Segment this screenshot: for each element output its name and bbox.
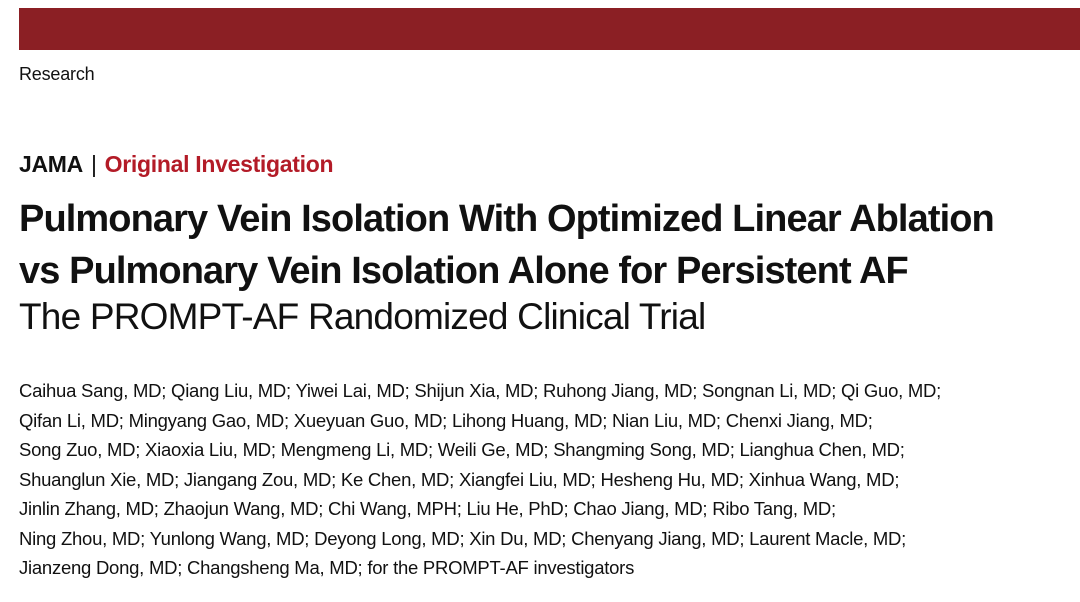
author-line: Jianzeng Dong, MD; Changsheng Ma, MD; for the PROMPT-AF investigators <box>19 557 635 578</box>
journal-name: JAMA <box>19 151 83 177</box>
author-list <box>19 376 1074 583</box>
author-line: Song Zuo, MD; Xiaoxia Liu, MD; Mengmeng Li, MD; Weili Ge, MD; Shangming Song, MD; Lianghua Chen, MD; <box>19 439 905 460</box>
author-line: Jinlin Zhang, MD; Zhaojun Wang, MD; Chi Wang, MPH; Liu He, PhD; Chao Jiang, MD; Ribo Tang, MD; <box>19 498 836 519</box>
journal-header-bar <box>19 8 1080 50</box>
journal-separator: | <box>90 151 97 177</box>
section-label: Research <box>19 64 95 84</box>
author-line: Caihua Sang, MD; Qiang Liu, MD; Yiwei Lai, MD; Shijun Xia, MD; Ruhong Jiang, MD; Songnan Li, MD; Qi Guo, MD; <box>19 380 942 401</box>
article-subtitle: The PROMPT-AF Randomized Clinical Trial <box>19 296 706 337</box>
title-line: vs Pulmonary Vein Isolation Alone for Persistent AF <box>19 250 908 292</box>
article-type: Original Investigation <box>104 151 334 177</box>
journal-line <box>19 151 333 178</box>
author-line: Shuanglun Xie, MD; Jiangang Zou, MD; Ke Chen, MD; Xiangfei Liu, MD; Hesheng Hu, MD; Xinhua Wang, MD; <box>19 468 900 490</box>
author-line: Ning Zhou, MD; Yunlong Wang, MD; Deyong Long, MD; Xin Du, MD; Chenyang Jiang, MD; Laurent Macle, MD; <box>19 527 907 549</box>
author-line: Qifan Li, MD; Mingyang Gao, MD; Xueyuan Guo, MD; Lihong Huang, MD; Nian Liu, MD; Chenxi Jiang, MD; <box>19 409 873 431</box>
article-title <box>19 193 1079 297</box>
title-line: Pulmonary Vein Isolation With Optimized Linear Ablation <box>19 198 994 240</box>
